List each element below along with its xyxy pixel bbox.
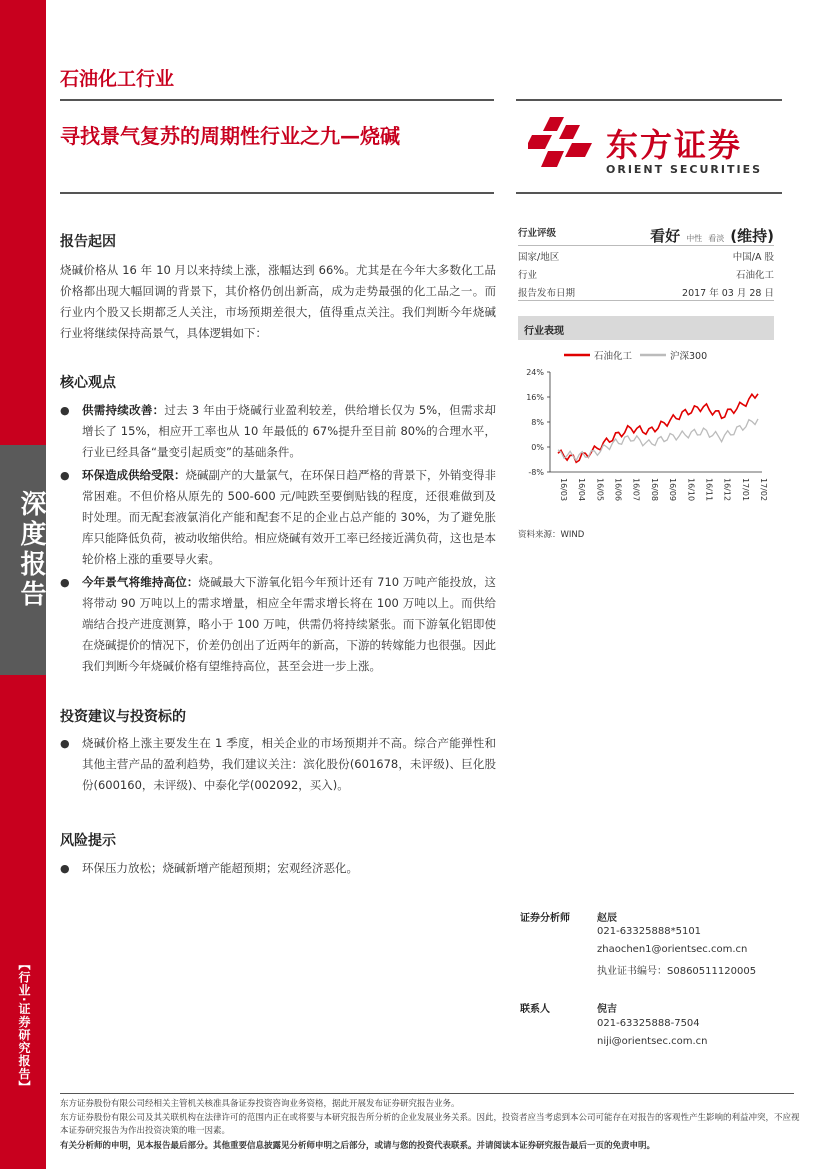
report-type-label: 【行业·证券研究报告】 — [17, 958, 31, 1094]
info-value: 石油化工 — [735, 270, 774, 281]
footer-line-1: 东方证券股份有限公司经相关主管机关核准具备证券投资咨询业务资格，据此开展发布证券研究报告业务。 — [60, 1099, 460, 1109]
contact-label: 联系人 — [520, 1004, 550, 1015]
core-bullet-2-text: 烧碱副产的大量氯气，在环保日趋严格的背景下，外销变得非常困难。不但价格从原先的 500-600 元/吨跌至要倒贴钱的程度，还很难做到及时处理。而无配套液氯消化产能和配套不足的企业占总产能的 30%，为了避免胀库只能降低负荷，被动收缩供给。相应烧碱有效开工率已经接近满负荷，这也是本轮价格上涨的重要导火索。 — [82, 468, 496, 566]
info-row-region — [518, 249, 774, 263]
x-tick-label: 16/04 — [577, 478, 587, 502]
footer-divider — [60, 1093, 794, 1094]
sidebar-red-bottom — [0, 675, 46, 1169]
core-bullet-1-text: 过去 3 年由于烧碱行业盈利较差，供给增长仅为 5%，但需求却增长了 15%，相应开工率也从 10 年最低的 67%提升至目前 80%的合理水平，行业已经具备“量变引起质变”的基础条件。 — [82, 403, 497, 459]
y-tick-label: 24% — [526, 368, 544, 377]
rating-divider — [518, 245, 774, 246]
series-line-2 — [558, 419, 758, 461]
sidebar-red-top — [0, 0, 46, 445]
analyst-cert: 执业证书编号：S0860511120005 — [597, 966, 757, 977]
core-bullet-2 — [60, 465, 496, 570]
x-tick-label: 16/07 — [631, 478, 641, 502]
info-row-industry — [518, 267, 774, 281]
section-title-invest: 投资建议与投资标的 — [60, 709, 186, 725]
chart-legend — [564, 350, 707, 362]
info-key: 报告发布日期 — [518, 288, 576, 299]
analyst-name: 赵辰 — [597, 913, 617, 924]
bullet-dot: ● — [60, 737, 70, 750]
x-tick-label: 16/06 — [613, 478, 623, 502]
section-title-core: 核心观点 — [60, 375, 116, 391]
bullet-dot: ● — [60, 404, 70, 417]
footer-line-2: 东方证券股份有限公司及其关联机构在法律许可的范围内正在或将要与本研究报告所分析的企业发展业务关系。因此，投资者应当考虑到本公司可能存在对报告的客观性产生影响的利益冲突，不应视本证券研究报告为作出投资决策的唯一因素。 — [60, 1113, 800, 1136]
core-bullet-3-text: 烧碱最大下游氧化铝今年预计还有 710 万吨产能投放，这将带动 90 万吨以上的需求增量，相应全年需求增长将在 100 万吨以上。而供给端结合投产进度测算，略小于 100 万吨，供需仍将持续紧张。而下游氧化铝即使在烧碱提价的情况下，价差仍创出了近两年的新高，下游的转嫁能力也很强。因此我们判断今年烧碱价格有望维持高位，甚至会进一步上涨。 — [82, 575, 496, 673]
core-bullet-3 — [60, 572, 496, 677]
x-tick-label: 16/05 — [595, 478, 605, 502]
title-divider-left — [60, 192, 494, 194]
performance-header: 行业表现 — [518, 316, 774, 340]
x-tick-label: 16/09 — [668, 478, 678, 502]
core-bullet-1-lead: 供需持续改善： — [82, 403, 165, 417]
core-bullet-3-lead: 今年景气将维持高位： — [82, 575, 199, 589]
y-tick-label: 16% — [526, 393, 544, 402]
performance-chart — [518, 342, 774, 522]
rating-value: 看好 — [650, 227, 681, 245]
header-divider-left — [60, 99, 494, 101]
info-value: 2017 年 03 月 28 日 — [682, 288, 774, 299]
rating-status: (维持) — [730, 227, 774, 245]
risk-bullet — [60, 858, 496, 879]
bullet-dot: ● — [60, 862, 70, 875]
sector-title: 石油化工行业 — [60, 68, 175, 90]
rating-option-neutral: 中性 — [686, 234, 703, 243]
x-tick-label: 16/12 — [722, 478, 732, 502]
deep-report-label: 深度报告 — [16, 490, 46, 610]
contact-email[interactable]: niji@orientsec.com.cn — [597, 1036, 708, 1047]
contact-name: 倪吉 — [597, 1004, 617, 1015]
contact-phone: 021-63325888-7504 — [597, 1018, 700, 1029]
legend-label-series-2: 沪深300 — [670, 351, 708, 362]
title-divider-right — [516, 192, 782, 194]
x-tick-label: 17/02 — [759, 478, 768, 502]
section-title-origin: 报告起因 — [60, 234, 116, 250]
invest-bullet — [60, 733, 496, 796]
core-bullet-2-lead: 环保造成供给受限： — [82, 468, 186, 482]
footer-line-3: 有关分析师的申明，见本报告最后部分。其他重要信息披露见分析师申明之后部分，或请与您的投资代表联系。并请阅读本证券研究报告最后一页的免责申明。 — [60, 1141, 656, 1151]
invest-text: 烧碱价格上涨主要发生在 1 季度，相关企业的市场预期并不高。综合产能弹性和其他主营产品的盈利趋势，我们建议关注：滨化股份(601678，未评级)、巨化股份(600160，未评级)、中泰化学(002092，买入)。 — [82, 736, 496, 792]
risk-text: 环保压力放松；烧碱新增产能超预期；宏观经济恶化。 — [82, 861, 358, 875]
info-value: 中国/A 股 — [732, 252, 774, 263]
origin-paragraph: 烧碱价格从 16 年 10 月以来持续上涨，涨幅达到 66%。尤其是在今年大多数化工品价格都出现大幅回调的背景下，其价格仍创出新高，成为走势最强的化工品之一。而行业内个股又长期都乏人关注，市场预期差很大，值得重点关注。我们判断今年烧碱行业将继续保持高景气，具体逻辑如下： — [60, 263, 496, 340]
rating-label: 行业评级 — [518, 228, 557, 239]
bullet-dot: ● — [60, 576, 70, 589]
analyst-phone: 021-63325888*5101 — [597, 926, 702, 937]
x-tick-label: 17/01 — [740, 478, 750, 502]
bullet-dot: ● — [60, 469, 70, 482]
legend-label-series-1: 石油化工 — [594, 351, 633, 362]
x-tick-label: 16/10 — [686, 478, 696, 502]
analyst-email[interactable]: zhaochen1@orientsec.com.cn — [597, 944, 748, 955]
analyst-label: 证券分析师 — [520, 913, 570, 924]
info-key: 国家/地区 — [518, 252, 560, 263]
logo-text-cn: 东方证券 — [606, 126, 743, 164]
x-tick-label: 16/11 — [704, 478, 714, 502]
logo-text-en: ORIENT SECURITIES — [606, 163, 763, 176]
series-line-1 — [558, 394, 758, 462]
y-tick-label: 8% — [531, 418, 544, 427]
rating-row — [518, 225, 774, 245]
y-tick-label: 0% — [531, 443, 544, 452]
rating-option-bearish: 看淡 — [708, 234, 725, 243]
core-bullet-1 — [60, 400, 496, 463]
x-tick-label: 16/08 — [649, 478, 659, 502]
info-key: 行业 — [518, 270, 538, 281]
x-tick-label: 16/03 — [559, 478, 568, 502]
info-divider — [518, 300, 774, 301]
header-divider-right — [516, 99, 782, 101]
chart-source: 资料来源：WIND — [518, 530, 585, 540]
section-title-risk: 风险提示 — [60, 833, 116, 849]
page-title: 寻找景气复苏的周期性行业之九—烧碱 — [60, 124, 400, 148]
info-row-date — [518, 285, 774, 299]
y-tick-label: -8% — [528, 468, 544, 477]
orient-logo-icon — [528, 115, 600, 173]
